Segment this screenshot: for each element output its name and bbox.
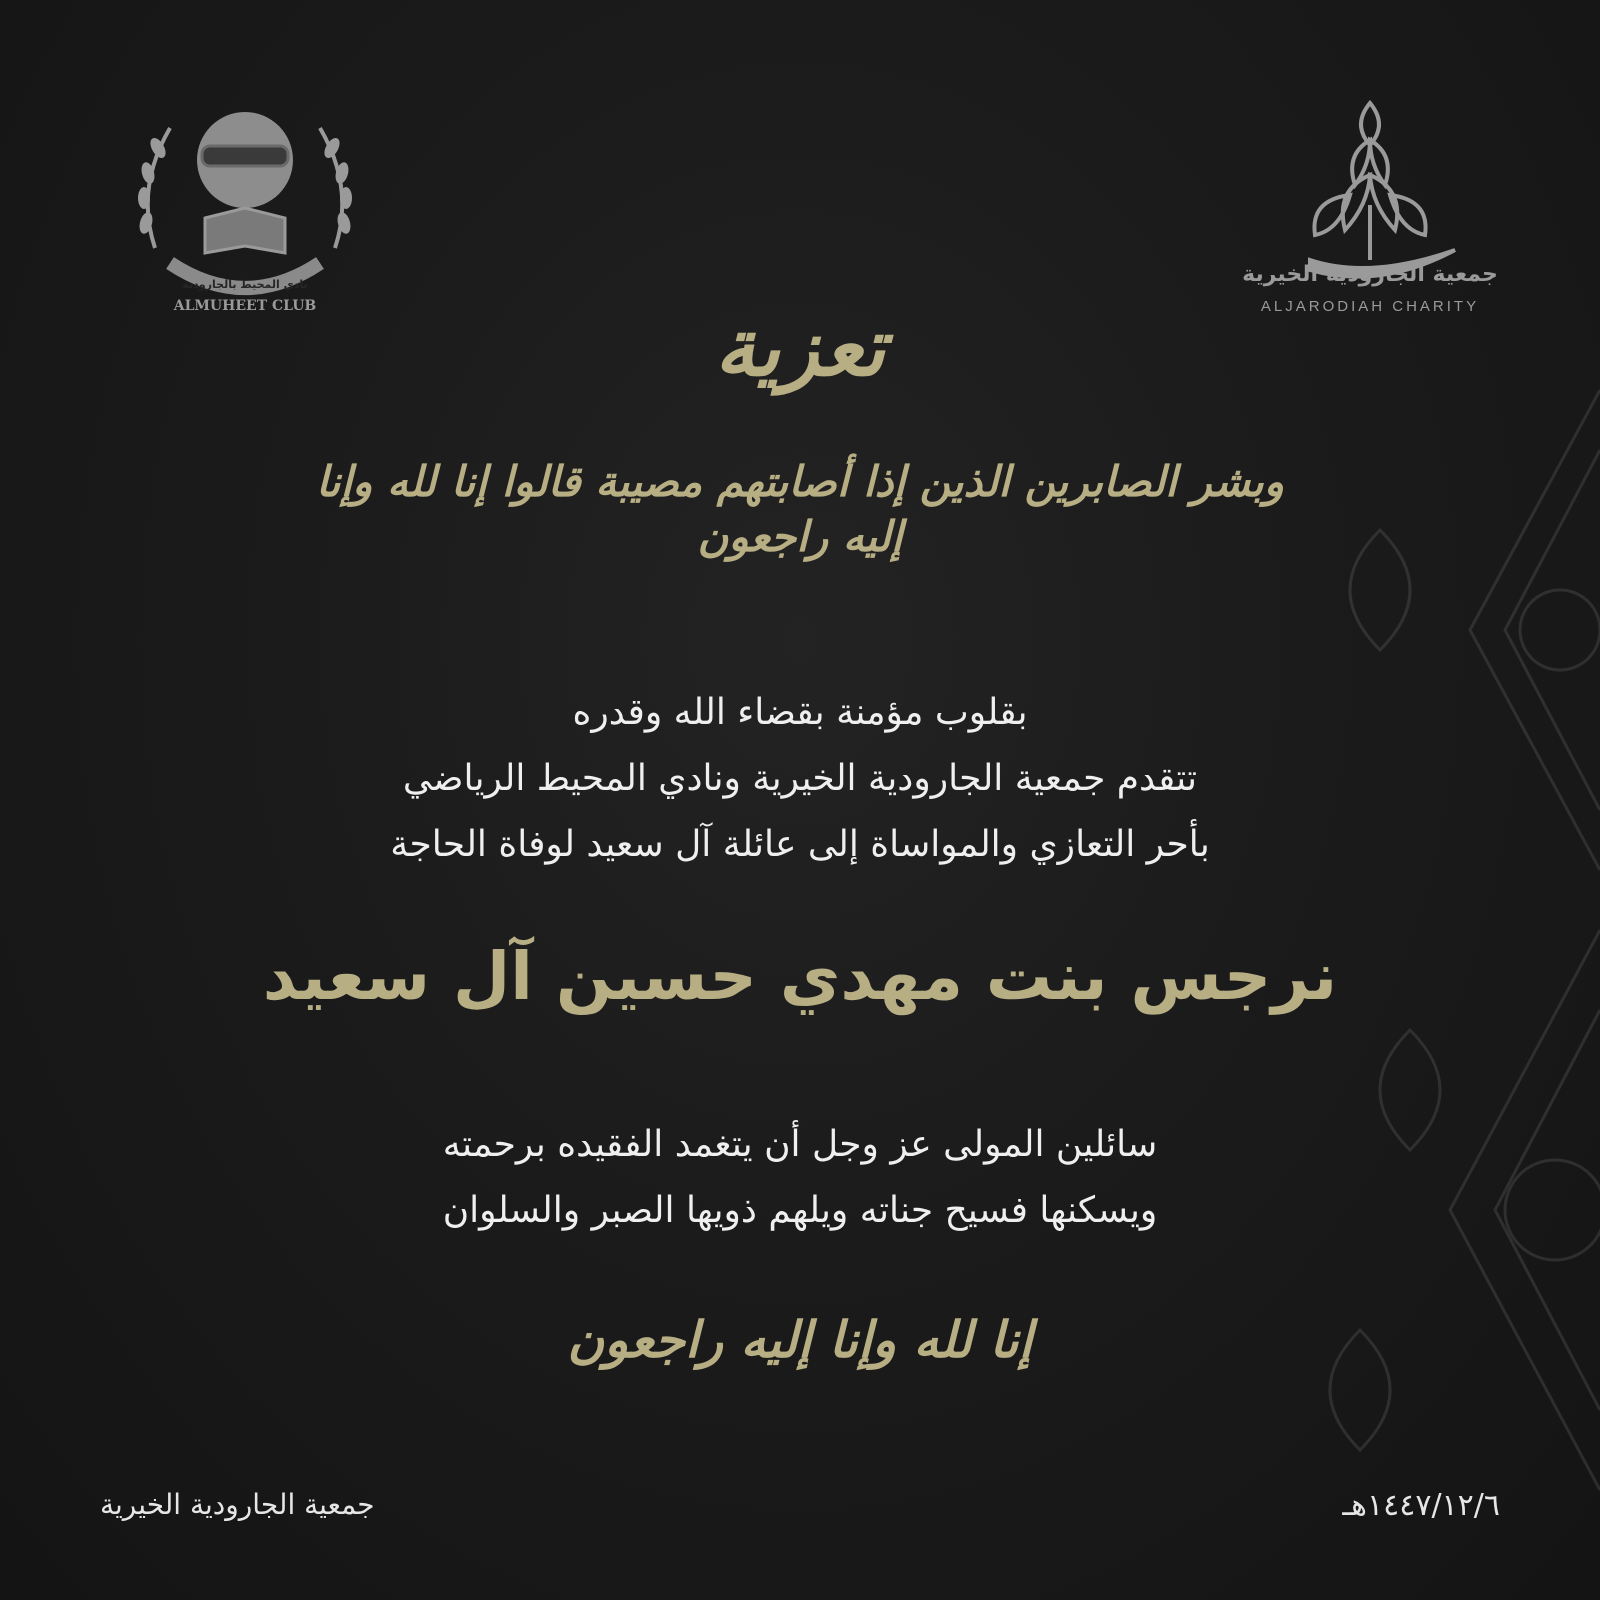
charity-name-english: ALJARODIAH CHARITY bbox=[1260, 298, 1480, 315]
footer-organization: جمعية الجارودية الخيرية bbox=[100, 1488, 375, 1521]
announcement-line: بأحر التعازي والمواساة إلى عائلة آل سعيد لوفاة الحاجة bbox=[390, 824, 1210, 865]
footer-date: ١٤٤٧/١٢/٦هـ bbox=[1342, 1488, 1500, 1523]
ornament-pattern-icon bbox=[1320, 330, 1600, 1530]
prayer-line: ويسكنها فسيح جناته ويلهم ذويها الصبر والسلوان bbox=[442, 1190, 1158, 1231]
closing-phrase: إنا لله وإنا إليه راجعون bbox=[567, 1310, 1033, 1369]
deceased-name: نرجس بنت مهدي حسين آل سعيد bbox=[262, 938, 1338, 1015]
condolence-title: تعزية bbox=[714, 300, 886, 394]
prayer-line: سائلين المولى عز وجل أن يتغمد الفقيده برحمته bbox=[442, 1124, 1158, 1165]
club-logo-ar-text: نادي المحيط بالجارودية bbox=[182, 278, 308, 291]
announcement-text bbox=[200, 680, 1400, 878]
wheat-emblem-icon bbox=[1310, 103, 1455, 277]
announcement-line: بقلوب مؤمنة بقضاء الله وقدره bbox=[572, 692, 1028, 733]
prayer-text bbox=[200, 1112, 1400, 1244]
club-logo-en-text: ALMUHEET CLUB bbox=[173, 298, 317, 314]
club-emblem-icon bbox=[137, 112, 352, 288]
charity-name-arabic: جمعية الجارودية الخيرية bbox=[1242, 262, 1498, 287]
club-logo bbox=[130, 88, 360, 318]
announcement-line: تتقدم جمعية الجارودية الخيرية ونادي المحيط الرياضي bbox=[402, 758, 1198, 799]
quran-verse: وبشر الصابرين الذين إذا أصابتهم مصيبة قالوا إنا لله وإنا إليه راجعون bbox=[315, 457, 1285, 561]
